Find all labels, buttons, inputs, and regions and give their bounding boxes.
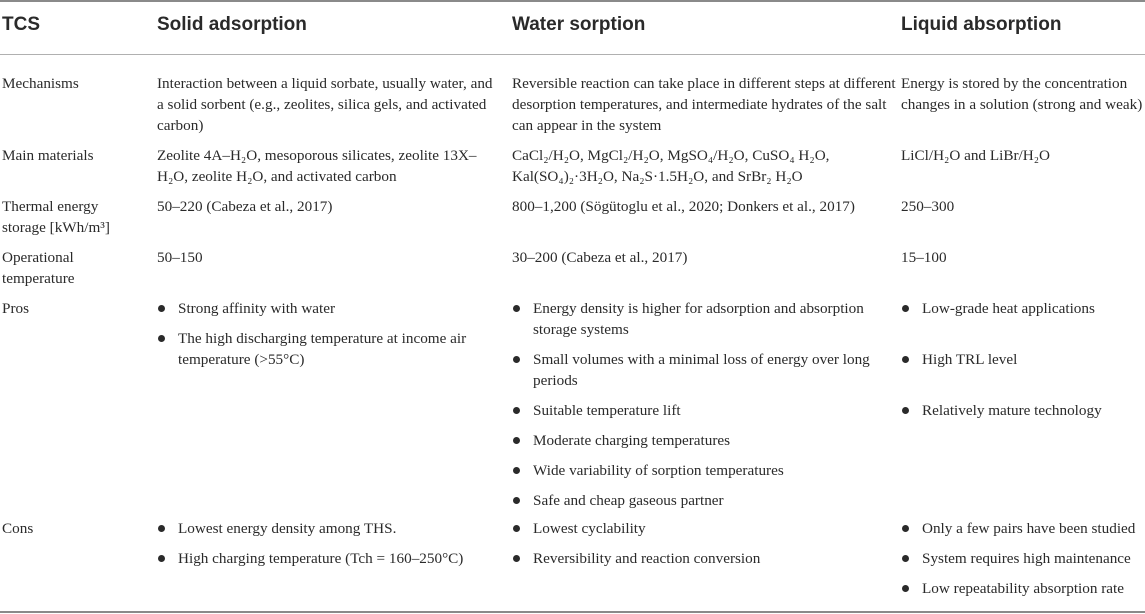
cons-liquid-list <box>901 518 1145 599</box>
pros-liquid-list <box>901 298 1145 421</box>
list-item: Energy density is higher for adsorption and absorption storage systems <box>512 298 897 340</box>
storage-water: 800–1,200 (Sögütoglu et al., 2020; Donkers et al., 2017) <box>512 198 855 215</box>
table-bottom-rule <box>0 611 1145 613</box>
list-item: Only a few pairs have been studied <box>901 518 1145 539</box>
header-rule <box>0 54 1145 55</box>
row-label-materials: Main materials <box>2 147 94 164</box>
materials-solid: Zeolite 4A–H₂O, mesoporous silicates, zeolite 13X–H₂O, zeolite H₂O, and activated carbon <box>157 147 477 185</box>
mechanisms-solid: Interaction between a liquid sorbate, usually water, and a solid sorbent (e.g., zeolites, silica gels, and activated carbon) <box>157 75 493 134</box>
cons-solid-list <box>157 518 502 569</box>
header-water-sorption: Water sorption <box>512 14 646 35</box>
list-item: The high discharging temperature at income air temperature (>55°C) <box>157 328 502 370</box>
list-item: System requires high maintenance <box>901 548 1145 569</box>
list-item: Low repeatability absorption rate <box>901 578 1145 599</box>
row-label-temperature: Operational temperature <box>2 249 75 287</box>
cons-water-list <box>512 518 897 569</box>
materials-liquid: LiCl/H₂O and LiBr/H₂O <box>901 147 1050 164</box>
temperature-solid: 50–150 <box>157 249 203 266</box>
list-item: Strong affinity with water <box>157 298 502 319</box>
list-item: Suitable temperature lift <box>512 400 897 421</box>
list-item: Small volumes with a minimal loss of energy over long periods <box>512 349 897 391</box>
row-label-storage: Thermal energy storage [kWh/m³] <box>2 198 110 236</box>
list-item: Reversibility and reaction conversion <box>512 548 897 569</box>
list-item: Relatively mature technology <box>901 400 1145 421</box>
temperature-water: 30–200 (Cabeza et al., 2017) <box>512 249 688 266</box>
mechanisms-liquid: Energy is stored by the concentration changes in a solution (strong and weak) <box>901 75 1143 113</box>
header-solid-adsorption: Solid adsorption <box>157 14 307 35</box>
row-label-cons: Cons <box>2 520 34 537</box>
header-liquid-absorption: Liquid absorption <box>901 14 1062 35</box>
temperature-liquid: 15–100 <box>901 249 947 266</box>
list-item: Low-grade heat applications <box>901 298 1145 319</box>
storage-liquid: 250–300 <box>901 198 955 215</box>
pros-water-list <box>512 298 897 511</box>
list-item: Wide variability of sorption temperatures <box>512 460 897 481</box>
table-top-rule <box>0 0 1145 2</box>
mechanisms-water: Reversible reaction can take place in different steps at different desorption temperatures, and intermediate hydrates of the salt can appear in the system <box>512 75 896 134</box>
header-tcs: TCS <box>2 14 40 35</box>
materials-water: CaCl₂/H₂O, MgCl₂/H₂O, MgSO₄/H₂O, CuSO₄ H₂O, Kal(SO₄)₂·3H₂O, Na₂S·1.5H₂O, and SrBr₂ H₂O <box>512 147 830 185</box>
storage-solid: 50–220 (Cabeza et al., 2017) <box>157 198 333 215</box>
row-label-pros: Pros <box>2 300 30 317</box>
list-item: Lowest energy density among THS. <box>157 518 502 539</box>
list-item: High charging temperature (Tch = 160–250°C) <box>157 548 502 569</box>
pros-solid-list <box>157 298 502 370</box>
list-item: High TRL level <box>901 349 1145 370</box>
list-item: Safe and cheap gaseous partner <box>512 490 897 511</box>
list-item: Moderate charging temperatures <box>512 430 897 451</box>
list-item: Lowest cyclability <box>512 518 897 539</box>
row-label-mechanisms: Mechanisms <box>2 75 79 92</box>
